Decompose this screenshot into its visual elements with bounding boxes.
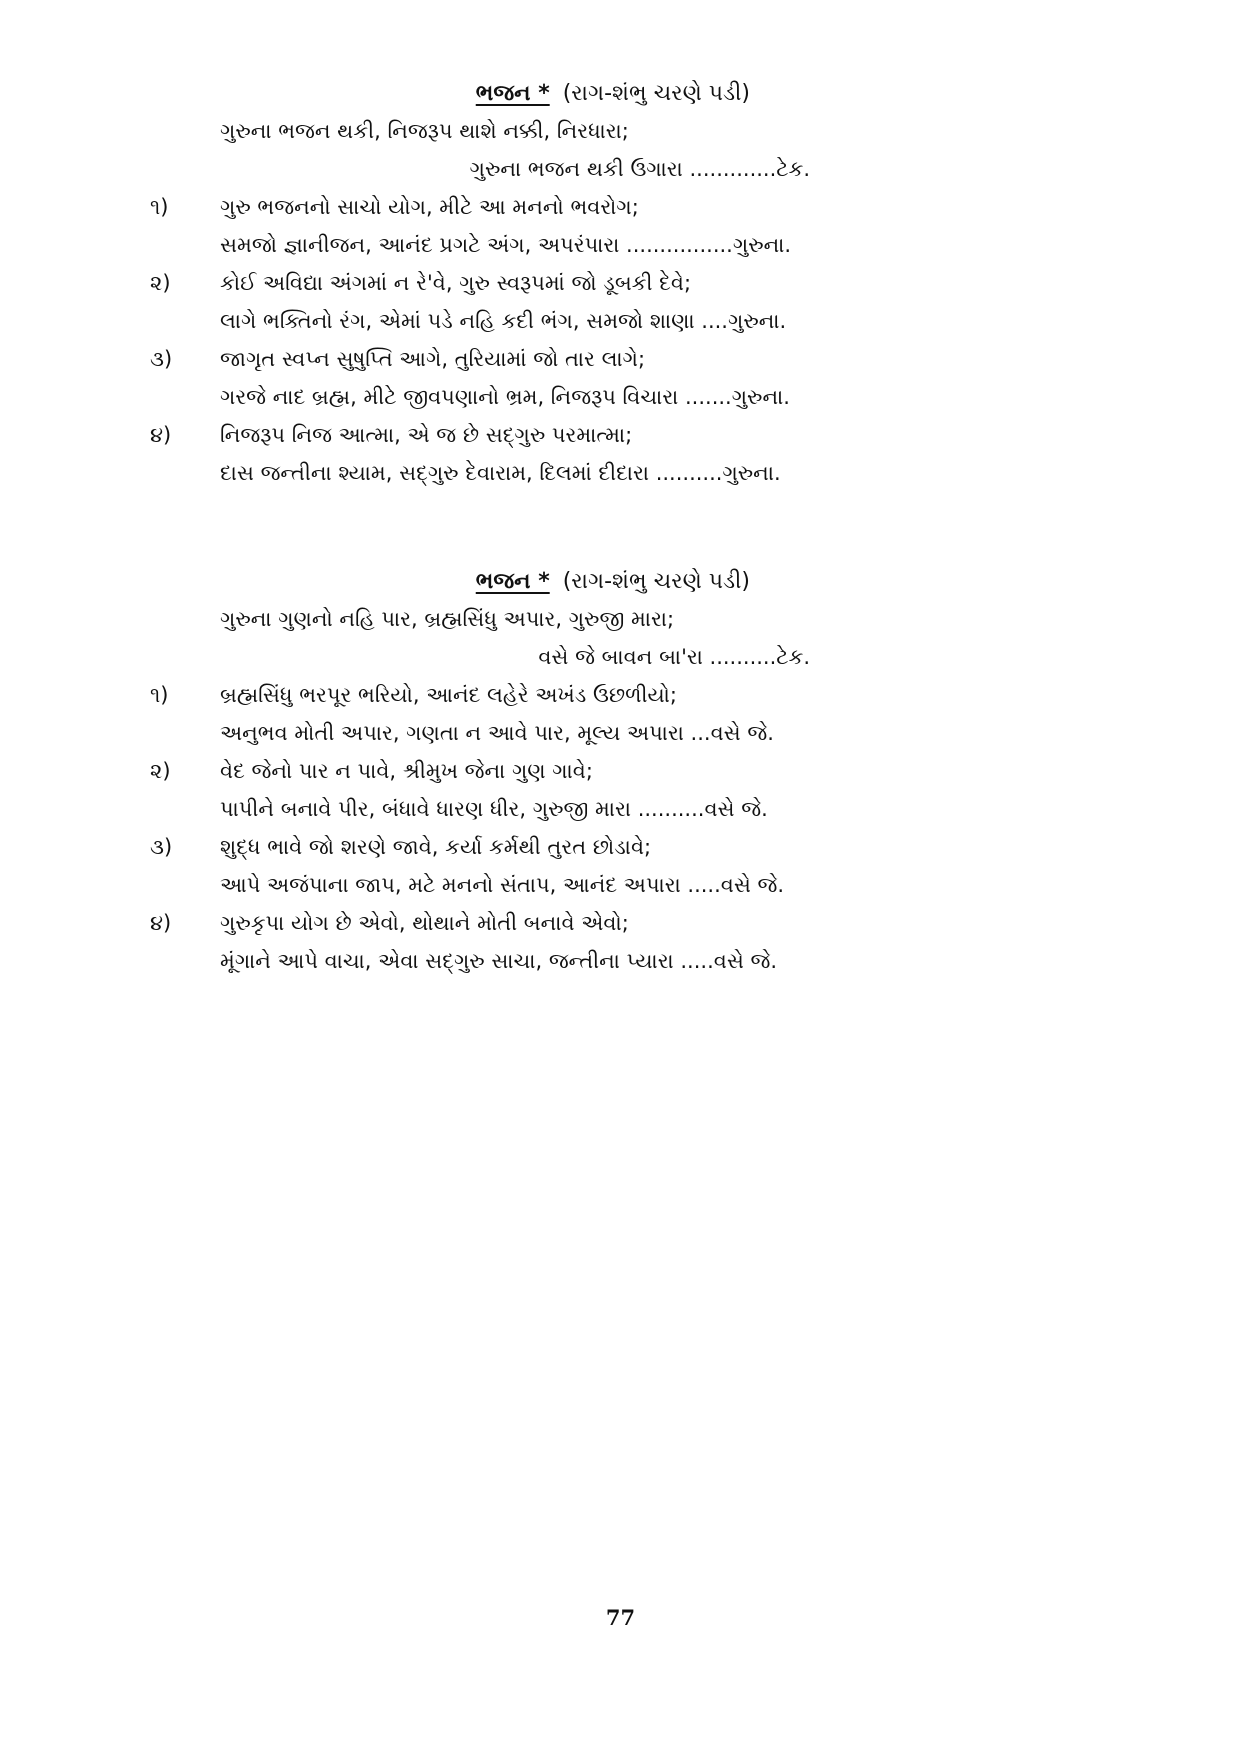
stanza-number: ૪) [150, 911, 172, 935]
bhajan-heading [150, 564, 810, 600]
bhajan-raag: (રાગ-શંભુ ચરણે પડી) [562, 569, 750, 594]
refrain-line: ગુરુના ગુણનો નહિ પાર, બ્રહ્મસિંધુ અપાર, ગુરુજી મારા; [220, 607, 675, 631]
stanza [150, 676, 810, 752]
stanza-number: ૩) [150, 835, 173, 859]
stanza [150, 416, 810, 492]
stanza-number: ૨) [150, 271, 171, 295]
stanza-line: મૂંગાને આપે વાચા, એવા સદ્‌ગુરુ સાચા, જન્તીના પ્યારા .....વસે જે. [220, 949, 778, 973]
stanza-line: અનુભવ મોતી અપાર, ગણતા ન આવે પાર, મૂલ્ય અપારા ...વસે જે. [220, 721, 774, 745]
stanza-line: પાપીને બનાવે પીર, બંધાવે ધારણ ધીર, ગુરુજી મારા ..........વસે જે. [220, 797, 768, 821]
bhajan-heading [150, 76, 810, 112]
stanza-number: ૧) [150, 195, 169, 219]
stanza-line: જાગૃત સ્વપ્ન સુષુપ્તિ આગે, તુરિયામાં જો તાર લાગે; [220, 347, 646, 371]
stanza-line: ગુરુકૃપા યોગ છે એવો, થોથાને મોતી બનાવે એવો; [220, 911, 629, 935]
page-number: 77 [605, 1605, 636, 1630]
stanza-number: ૪) [150, 423, 172, 447]
stanza-line: ગુરુ ભજનનો સાચો યોગ, મીટે આ મનનો ભવરોગ; [220, 195, 639, 219]
stanza-line: બ્રહ્મસિંધુ ભરપૂર ભરિયો, આનંદ લહેરે અખંડ ઉછળીયો; [220, 683, 677, 707]
bhajan-title: ભજન * [475, 569, 550, 594]
tek-line: વસે જે બાવન બા'રા ..........ટેક. [538, 645, 810, 669]
bhajan-section-2 [150, 564, 810, 980]
stanza-line: વેદ જેનો પાર ન પાવે, શ્રીમુખ જેના ગુણ ગાવે; [220, 759, 593, 783]
stanza-line: લાગે ભક્તિનો રંગ, એમાં પડે નહિ કદી ભંગ, સમજો શાણા ....ગુરુના. [220, 309, 787, 333]
stanza-line: શુદ્ધ ભાવે જો શરણે જાવે, કર્યા કર્મથી તુરત છોડાવે; [220, 835, 652, 859]
stanza-line: નિજરૂપ નિજ આત્મા, એ જ છે સદ્‌ગુરુ પરમાત્મા; [220, 423, 633, 447]
stanza [150, 904, 810, 980]
bhajan-section-1 [150, 76, 810, 492]
stanza-line: કોઈ અવિદ્યા અંગમાં ન રે'વે, ગુરુ સ્વરૂપમાં જો ડૂબકી દેવે; [220, 271, 692, 295]
stanza [150, 264, 810, 340]
stanza-number: ૨) [150, 759, 171, 783]
stanza-line: દાસ જન્તીના શ્યામ, સદ્‌ગુરુ દેવારામ, દિલમાં દીદારા ..........ગુરુના. [220, 461, 781, 485]
stanza [150, 828, 810, 904]
stanza [150, 752, 810, 828]
stanza-number: ૧) [150, 683, 169, 707]
stanza-line: આપે અજંપાના જાપ, મટે મનનો સંતાપ, આનંદ અપારા .....વસે જે. [220, 873, 785, 897]
stanza-line: સમજો જ્ઞાનીજન, આનંદ પ્રગટે અંગ, અપરંપારા ................ગુરુના. [220, 233, 792, 257]
stanza-number: ૩) [150, 347, 173, 371]
stanza [150, 188, 810, 264]
bhajan-title: ભજન * [475, 81, 550, 106]
tek-line: ગુરુના ભજન થકી ઉગારા .............ટેક. [469, 157, 810, 181]
stanza [150, 340, 810, 416]
bhajan-raag: (રાગ-શંભુ ચરણે પડી) [562, 81, 750, 106]
refrain-line: ગુરુના ભજન થકી, નિજરૂપ થાશે નક્કી, નિરધારા; [220, 119, 629, 143]
stanza-line: ગરજે નાદ બ્રહ્મ, મીટે જીવપણાનો ભ્રમ, નિજરૂપ વિચારા .......ગુરુના. [220, 385, 790, 409]
